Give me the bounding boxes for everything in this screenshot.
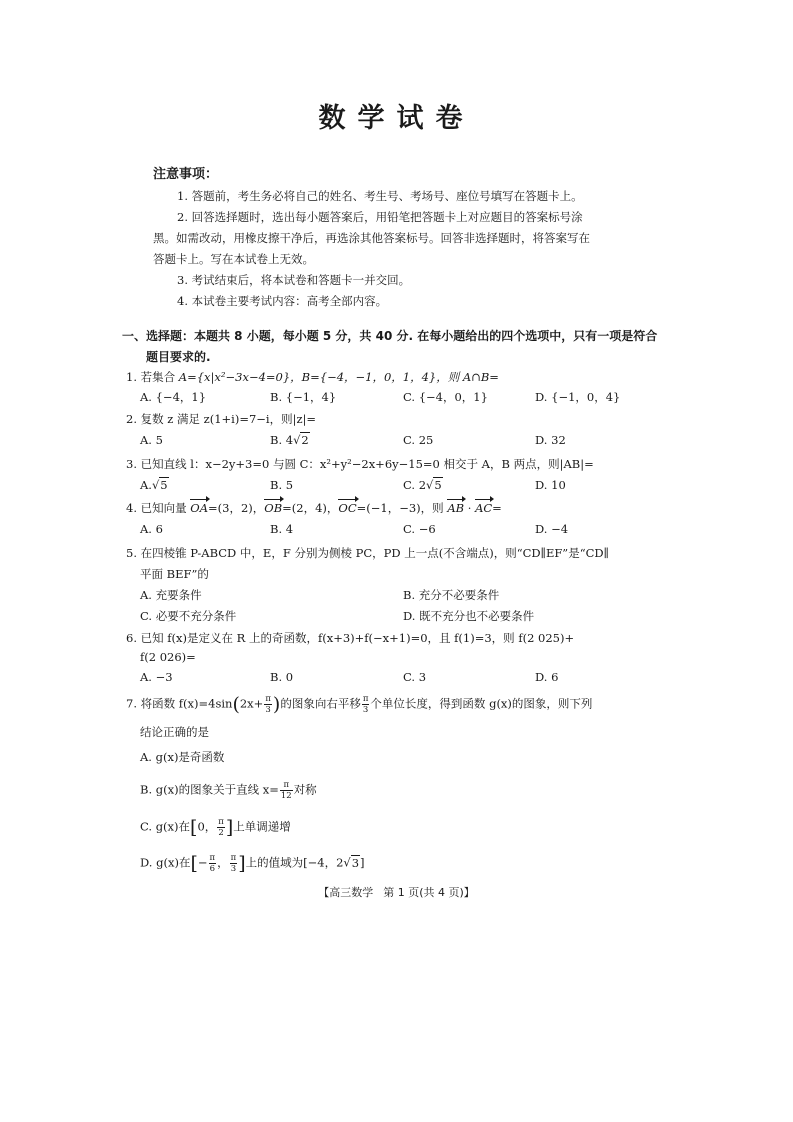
left-bracket-icon: [ <box>190 852 198 875</box>
radical-icon: √ <box>343 855 351 870</box>
vector-oa: OA <box>190 501 209 515</box>
fraction-pi-2 <box>217 817 225 838</box>
frac-numerator: π <box>218 817 224 827</box>
q2-option-b-radicand: 2 <box>301 433 309 447</box>
q7-prefix: 7. 将函数 f(x)=4sin <box>126 696 233 711</box>
frac-denominator: 3 <box>362 705 369 715</box>
vector-ab: AB <box>447 501 465 515</box>
q3-option-c <box>403 478 443 492</box>
question-2-stem: 2. 复数 z 满足 z(1+i)=7−i，则|z|= <box>126 412 317 426</box>
question-1-stem <box>126 369 499 385</box>
frac-numerator: π <box>209 853 216 863</box>
q4-end: = <box>492 501 502 515</box>
frac-denominator: 12 <box>280 791 292 801</box>
q7-option-a: A. g(x)是奇函数 <box>140 750 225 764</box>
question-7-stem-cont: 结论正确的是 <box>140 725 209 739</box>
q7-option-d-neg: − <box>197 855 208 870</box>
right-paren-icon: ) <box>272 693 281 716</box>
question-5-stem: 5. 在四棱锥 P-ABCD 中，E，F 分别为侧棱 PC，PD 上一点(不含端点)，则“CD∥EF”是“CD∥ <box>126 546 609 560</box>
radical-icon: √ <box>151 478 160 492</box>
q1-prefix: 1. 若集合 <box>126 370 179 384</box>
q7-option-d-end: ] <box>360 855 365 870</box>
question-6-stem-cont: f(2 026)= <box>140 650 196 664</box>
q5-option-b: B. 充分不必要条件 <box>403 588 500 602</box>
radical-icon: √ <box>426 478 434 492</box>
vector-ob: OB <box>264 501 283 515</box>
right-bracket-icon: ] <box>238 852 246 875</box>
q7-option-c-pre: C. g(x)在 <box>140 819 191 834</box>
q5-option-d: D. 既不充分也不必要条件 <box>403 609 535 623</box>
q6-option-c: C. 3 <box>403 670 427 684</box>
notice-line-1: 1. 答题前，考生务必将自己的姓名、考生号、考场号、座位号填写在答题卡上。 <box>177 189 583 203</box>
frac-numerator: π <box>362 694 369 704</box>
question-3-stem: 3. 已知直线 l：x−2y+3=0 与圆 C：x²+y²−2x+6y−15=0 相交于 A，B 两点，则|AB|= <box>126 457 594 471</box>
q6-option-d: D. 6 <box>535 670 559 684</box>
q7-option-d-post: 上的值域为[−4，2 <box>245 855 344 870</box>
comma-separator: ， <box>217 855 229 870</box>
q3-option-a-radicand: 5 <box>160 478 168 492</box>
q3-option-c-radicand: 5 <box>434 478 442 492</box>
fraction-shift <box>362 694 370 715</box>
q4-option-a: A. 6 <box>140 522 163 536</box>
left-paren-icon: ( <box>232 693 240 716</box>
vector-ac: AC <box>475 501 493 515</box>
q7-option-d <box>140 853 365 874</box>
frac-denominator: 6 <box>209 864 216 874</box>
frac-numerator: π <box>230 853 237 863</box>
q7-option-c-zero: 0， <box>197 819 217 834</box>
q3-option-a-label: A. <box>140 478 152 492</box>
q2-option-b-coef: B. 4 <box>270 433 294 447</box>
radical-icon: √ <box>293 433 301 447</box>
q7-option-c-post: 上单调递增 <box>233 819 291 834</box>
q7-post: 个单位长度，得到函数 g(x)的图象，则下列 <box>370 696 593 711</box>
q7-option-d-radicand: 3 <box>351 855 360 870</box>
question-5-stem-cont: 平面 BEF”的 <box>140 567 209 581</box>
q7-option-b-post: 对称 <box>293 782 317 797</box>
q7-option-d-pre: D. g(x)在 <box>140 855 191 870</box>
vector-oc-value: =(−1，−3)，则 <box>356 501 448 515</box>
question-4-stem <box>126 500 502 516</box>
section-heading-cont: 题目要求的. <box>146 350 211 364</box>
question-7-stem <box>126 694 592 715</box>
frac-numerator: π <box>265 694 271 704</box>
fraction-pi-3-upper <box>230 853 238 874</box>
fraction-pi-6 <box>209 853 217 874</box>
vector-ob-value: =(2，4)， <box>282 501 339 515</box>
fraction-pi-3 <box>264 694 272 715</box>
q3-option-b: B. 5 <box>270 478 294 492</box>
q7-option-b-pre: B. g(x)的图象关于直线 x= <box>140 782 279 797</box>
vector-oc: OC <box>338 501 357 515</box>
q2-option-c: C. 25 <box>403 433 434 447</box>
q7-mid: 的图象向右平移 <box>280 696 361 711</box>
frac-denominator: 3 <box>230 864 237 874</box>
notice-line-3: 黑。如需改动，用橡皮擦干净后，再选涂其他答案标号。回答非选择题时，将答案写在 <box>153 231 590 245</box>
q1-option-b: B. {−1，4} <box>270 390 337 404</box>
notice-line-6: 4. 本试卷主要考试内容：高考全部内容。 <box>177 294 388 308</box>
q1-option-a: A. {−4，1} <box>140 390 207 404</box>
frac-numerator: π <box>280 780 293 791</box>
left-bracket-icon: [ <box>190 816 198 839</box>
notice-line-5: 3. 考试结束后，将本试卷和答题卡一并交回。 <box>177 273 411 287</box>
q4-prefix: 4. 已知向量 <box>126 501 191 515</box>
q1-option-d: D. {−1，0，4} <box>535 390 621 404</box>
notice-line-2: 2. 回答选择题时，选出每小题答案后，用铅笔把答题卡上对应题目的答案标号涂 <box>177 210 583 224</box>
q1-set-expr: A={x|x²−3x−4=0}，B={−4，−1，0，1，4}，则 A∩B= <box>178 370 499 384</box>
q3-option-a <box>140 478 169 492</box>
page-title: 数学试卷 <box>318 103 475 134</box>
q5-option-a: A. 充要条件 <box>140 588 202 602</box>
q7-inner: 2x+ <box>239 696 264 711</box>
footer-subject: 【高三数学 <box>318 886 374 899</box>
section-heading: 一、选择题：本题共 8 小题，每小题 5 分，共 40 分. 在每小题给出的四个选项中，只有一项是符合 <box>122 329 658 343</box>
q4-option-d: D. −4 <box>535 522 569 536</box>
q3-option-d: D. 10 <box>535 478 566 492</box>
vector-oa-value: =(3，2)， <box>208 501 265 515</box>
q2-option-d: D. 32 <box>535 433 566 447</box>
q5-option-c: C. 必要不充分条件 <box>140 609 237 623</box>
q3-option-c-coef: C. 2 <box>403 478 427 492</box>
q1-option-c: C. {−4，0，1} <box>403 390 488 404</box>
right-bracket-icon: ] <box>225 816 234 839</box>
q6-option-b: B. 0 <box>270 670 294 684</box>
q2-option-b <box>270 433 310 447</box>
notice-line-4: 答题卡上。写在本试卷上无效。 <box>153 252 314 266</box>
q4-option-c: C. −6 <box>403 522 436 536</box>
page-footer <box>0 884 793 900</box>
q6-option-a: A. −3 <box>140 670 173 684</box>
footer-page-number: 第 1 页(共 4 页)】 <box>383 886 475 899</box>
dot-operator: · <box>464 501 476 515</box>
frac-denominator: 3 <box>265 705 271 715</box>
q7-option-b <box>140 780 317 801</box>
question-6-stem: 6. 已知 f(x)是定义在 R 上的奇函数，f(x+3)+f(−x+1)=0，且 f(1)=3，则 f(2 025)+ <box>126 631 575 645</box>
frac-denominator: 2 <box>218 828 224 838</box>
notice-heading: 注意事项： <box>153 167 219 182</box>
fraction-pi-12 <box>280 780 293 801</box>
q2-option-a: A. 5 <box>140 433 163 447</box>
q7-option-c <box>140 817 291 838</box>
q4-option-b: B. 4 <box>270 522 294 536</box>
